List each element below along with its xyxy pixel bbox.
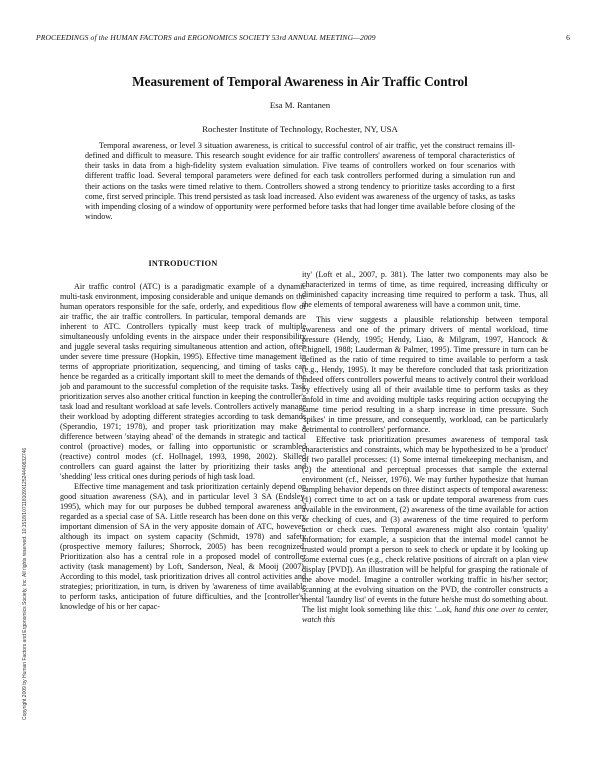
right-column	[302, 270, 548, 625]
intro-paragraph-2: Effective time management and task prioritization certainly depend on good situation awareness (SA), and in particular level 3 SA (Endsley, 1995), which may for our purposes be dubbed temporal awareness and regarded as a special case of SA. Little research has been done on this very important dimension of SA in the very apposite domain of ATC, however, although its impact on system capacity (Schmidt, 1978) and safety (prospective memory failures; Shorrock, 2005) has been recognized. Prioritization also has a central role in a proposed model of controller activity (task management) by Loft, Sanderson, Neal, & Mooij (2007). According to this model, task prioritization drives all control activities and strategies; prioritization, in turn, is driven by 'awareness of time available to perform tasks, anticipation of future difficulties, and the [controller's] knowledge of his or her capac-	[60, 482, 306, 611]
right-paragraph-3	[302, 435, 548, 625]
laundry-list-quote: '...ok, hand this one over to center, watch this	[302, 605, 549, 624]
intro-paragraph-1: Air traffic control (ATC) is a paradigmatic example of a dynamic multi-task environment, imposing considerable and unique demands on the human operators responsible for the safe, orderly, and expeditious flow of air traffic, the air traffic controllers. In particular, temporal demands are inherent to ATC. Controllers typically must keep track of multiple simultaneously unfolding events in the airspace under their responsibility and juggle several tasks requiring simultaneous attention and action, often under severe time pressure (Hopkin, 1995). Effective time management in terms of appropriate prioritization, sequencing, and timing of tasks can hence be regarded as a critically important skill to meet the demands of the job and paramount to the successful completion of the requisite tasks. Task prioritization serves also another critical function in keeping the controller's task load and resultant workload at safe levels. Controllers actively manage their workload by adopting different strategies according to task demands (Sperandio, 1971; 1978), and proper task prioritization may make a difference between 'staying ahead' of the demands in strategic and tactical control (proactive) modes, or falling into opportunistic or scrambled (reactive) control modes (cf. Hollnagel, 1993, 1998, 2002). Skilled controllers can guard against the latter by prioritizing their tasks and 'shedding' less critical ones during periods of high task load.	[60, 282, 306, 481]
running-title: PROCEEDINGS of the HUMAN FACTORS and ERGONOMICS SOCIETY 53rd ANNUAL MEETING—2009	[36, 33, 376, 42]
right-paragraph-1: ity' (Loft et al., 2007, p. 381). The latter two components may also be characterized in terms of time, as time required, increasing difficulty or diminished capacity increasing time required to perform a task. Thus, all the elements of temporal awareness will have a common unit, time.	[302, 270, 548, 309]
author-name: Esa M. Rantanen	[269, 100, 331, 110]
copyright-sidebar: Copyright 2009 by Human Factors and Ergonomics Society, Inc. All rights reserved. 10.1518/107118109X12524440832746	[22, 447, 28, 720]
right-paragraph-2: This view suggests a plausible relationship between temporal awareness and one of the primary drivers of mental workload, time pressure (Hendy, 1995; Hendy, Liao, & Milgram, 1997, Hancock & Chignell, 1988; Lauderman & Palmer, 1995). Time pressure in turn can be defined as the ratio of time required to time available to perform a task (e.g., Hendy, 1995). It may be therefore concluded that task prioritization indeed offers controllers powerful means to actively control their workload by effectively using all of their available time to perform tasks as they unfold in time and avoiding multiple tasks requiring action occupying the same time period resulting in a sharp increase in time pressure. Such 'spikes' in time pressure, and consequently, workload, can be particularly detrimental to controllers' performance.	[302, 315, 548, 434]
section-heading-introduction: INTRODUCTION	[148, 259, 218, 268]
page-number: 6	[566, 33, 570, 42]
left-column	[60, 255, 306, 612]
abstract: Temporal awareness, or level 3 situation awareness, is critical to successful control of air traffic, yet the construct remains ill-defined and difficult to measure. This research sought evidence for air traffic controllers' awareness of temporal characteristics of their tasks in data from a high-fidelity system evaluation simulation. Five teams of controllers worked on four scenarios with different traffic load. Several temporal parameters were defined for each task controllers performed during a simulation run and their actions on the tasks were timed relative to them. Controllers showed a strong tendency to prioritize tasks according to a first come, first served principle. This trend persisted as task load increased. Also evident was awareness of the urgency of tasks, as tasks with impending closing of a window of opportunity were performed before tasks that had longer time available before closing of the window.	[85, 141, 515, 222]
paper-title: Measurement of Temporal Awareness in Air Traffic Control	[132, 74, 468, 89]
author-affiliation: Rochester Institute of Technology, Rochester, NY, USA	[202, 124, 398, 134]
running-header	[36, 33, 570, 42]
right-paragraph-3-text: Effective task prioritization presumes awareness of temporal task characteristics and constraints, which may be hypothesized to be a 'product' of two parallel processes: (1) Some internal timekeeping mechanism, and (2) the attentional and perceptual processes that sample the external environment (cf., Neisser, 1976). We may further hypothesize that human sampling behavior depends on three distinct aspects of temporal awareness: (1) correct time to act on a task or update temporal awareness from cues available in the environment, (2) awareness of the time available for action or checking of cues, and (3) awareness of the time required to perform action or check cues. Temporal awareness might also contain 'quality' information; for example, a suspicion that the internal model cannot be trusted would prompt a person to seek to check or update it by looking up some external cues (e.g., check relative positions of aircraft on a plan view display [PVD]). An illustration will be helpful for grasping the rationale of the above model. Imagine a controller working traffic in his/her sector; scanning at the evolving situation on the PVD, the controller constructs a mental 'laundry list' of events in the future he/she must do something about. The list might look something like this:	[302, 435, 548, 614]
